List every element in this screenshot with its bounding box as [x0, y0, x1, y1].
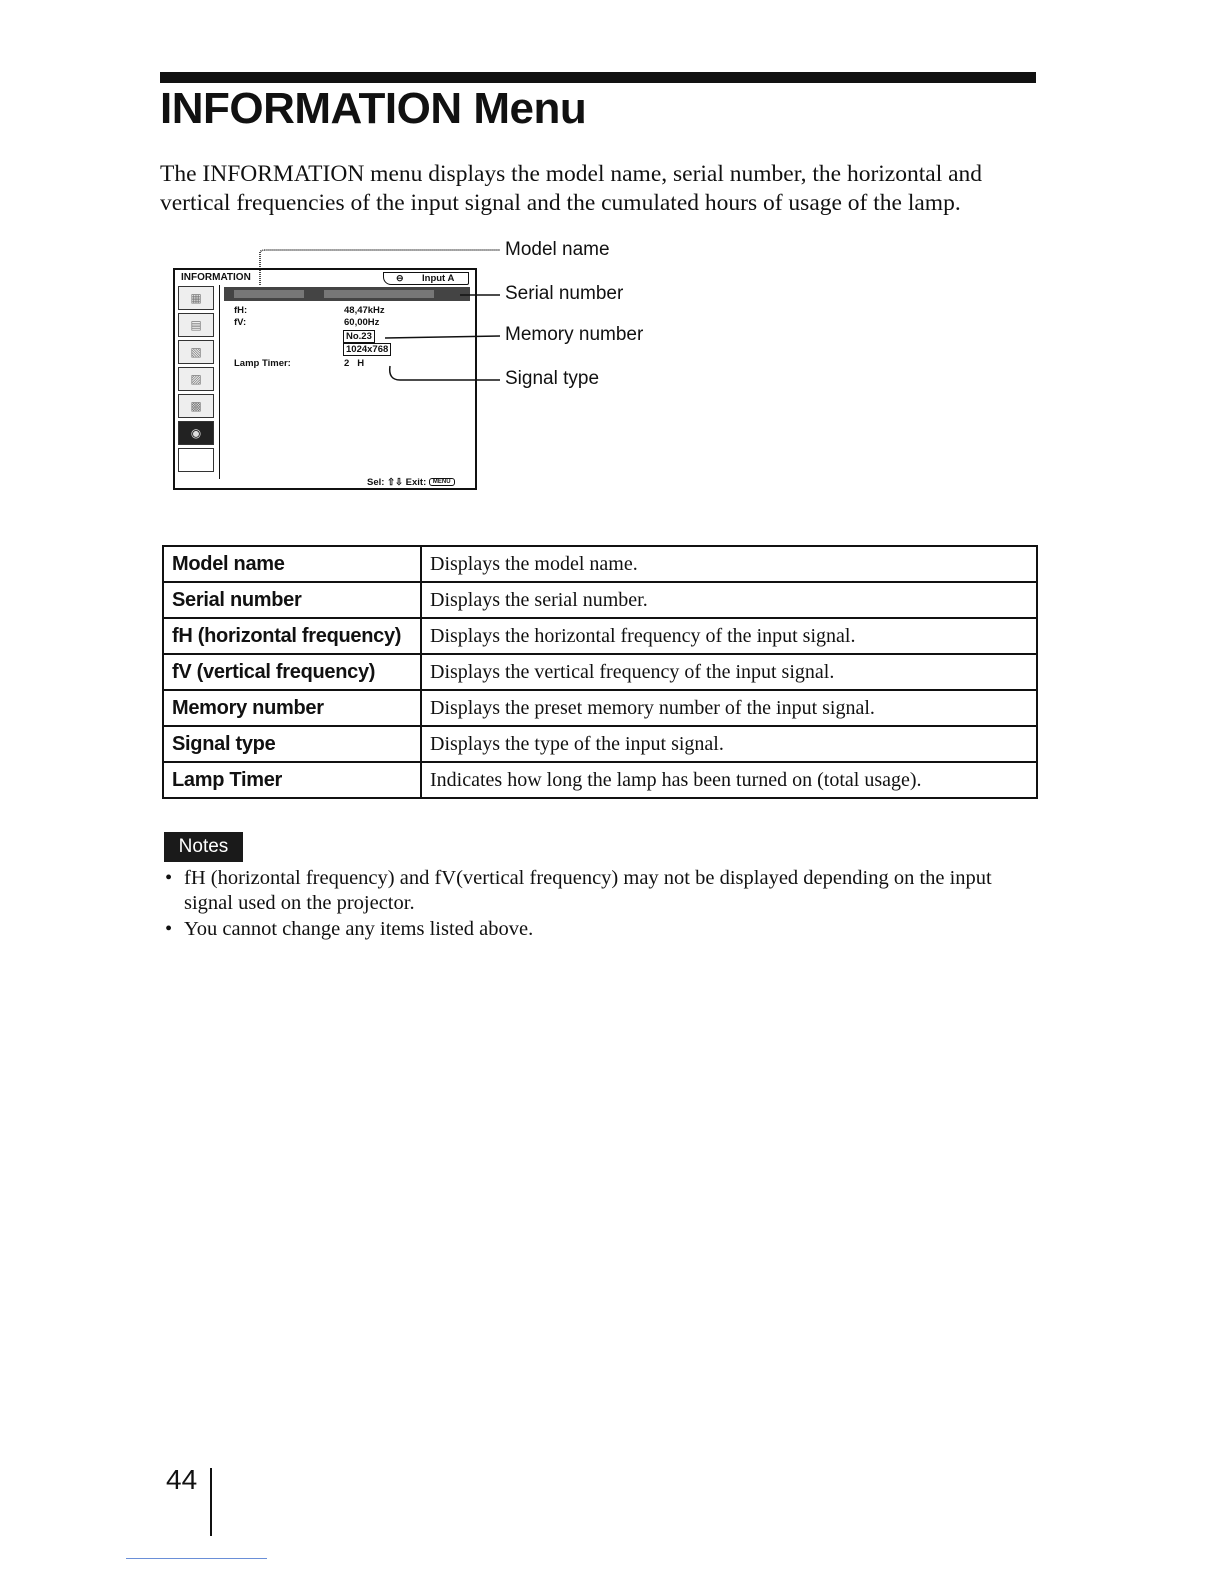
lamp-timer-label: Lamp Timer: — [234, 358, 291, 369]
row-key: fV (vertical frequency) — [163, 654, 421, 690]
fv-value: 60,00Hz — [344, 317, 380, 328]
fv-label: fV: — [234, 317, 247, 328]
page-number-rule — [210, 1468, 212, 1536]
callout-serial-number: Serial number — [505, 283, 624, 304]
row-desc: Displays the vertical frequency of the input signal. — [421, 654, 1037, 690]
row-key: Memory number — [163, 690, 421, 726]
notes-list — [163, 866, 1043, 943]
row-desc: Displays the type of the input signal. — [421, 726, 1037, 762]
lamp-timer-value: 2 H — [344, 358, 365, 369]
exit-label: Exit: — [405, 477, 427, 488]
setup-menu-icon: ▧ — [178, 340, 214, 364]
row-desc: Indicates how long the lamp has been turned on (total usage). — [421, 762, 1037, 798]
note-item: • You cannot change any items listed above. — [163, 917, 1043, 942]
memory-number-value: No.23 — [343, 330, 375, 343]
row-key: Signal type — [163, 726, 421, 762]
menu-key-icon: MENU — [429, 478, 455, 486]
note-item: • fH (horizontal frequency) and fV(vertical frequency) may not be displayed depending on the input signal used on the projector. — [163, 866, 1043, 916]
information-menu-icon: ◉ — [178, 421, 214, 445]
callout-lines — [0, 0, 1224, 520]
row-key: Lamp Timer — [163, 762, 421, 798]
row-key: Model name — [163, 546, 421, 582]
footer-line — [126, 1558, 267, 1559]
osd-input-label: Input A — [422, 273, 455, 284]
table-row — [163, 582, 1037, 618]
input-icon: ⊖ — [396, 273, 404, 283]
installation-menu-icon: ▨ — [178, 367, 214, 391]
row-desc: Displays the serial number. — [421, 582, 1037, 618]
table-row — [163, 762, 1037, 798]
fh-label: fH: — [234, 305, 248, 316]
table-row — [163, 654, 1037, 690]
table-row — [163, 690, 1037, 726]
page-title: INFORMATION Menu — [160, 84, 587, 133]
page-number: 44 — [166, 1464, 198, 1495]
notes-badge: Notes — [164, 832, 243, 862]
picture-menu-icon: ▦ — [178, 286, 214, 310]
callout-memory-number: Memory number — [505, 324, 644, 345]
signal-type-value: 1024x768 — [343, 343, 391, 356]
input-setting-icon: ▤ — [178, 313, 214, 337]
sel-label: Sel: — [367, 477, 385, 488]
osd-menu-title: INFORMATION — [181, 272, 251, 283]
menu-setting-icon: ▩ — [178, 394, 214, 418]
table-row — [163, 618, 1037, 654]
callout-signal-type: Signal type — [505, 368, 600, 389]
row-desc: Displays the horizontal frequency of the input signal. — [421, 618, 1037, 654]
intro-paragraph: The INFORMATION menu displays the model name, serial number, the horizontal and vertical frequencies of the input signal and the cumulated hours of usage of the lamp. — [160, 161, 983, 216]
fh-value: 48,47kHz — [344, 305, 385, 316]
table-row — [163, 726, 1037, 762]
callout-model-name: Model name — [505, 239, 610, 260]
row-key: fH (horizontal frequency) — [163, 618, 421, 654]
row-desc: Displays the model name. — [421, 546, 1037, 582]
row-key: Serial number — [163, 582, 421, 618]
table-row — [163, 546, 1037, 582]
information-table — [162, 545, 1038, 799]
row-desc: Displays the preset memory number of the input signal. — [421, 690, 1037, 726]
updown-keys-icon: ⇧⇩ — [387, 477, 403, 488]
